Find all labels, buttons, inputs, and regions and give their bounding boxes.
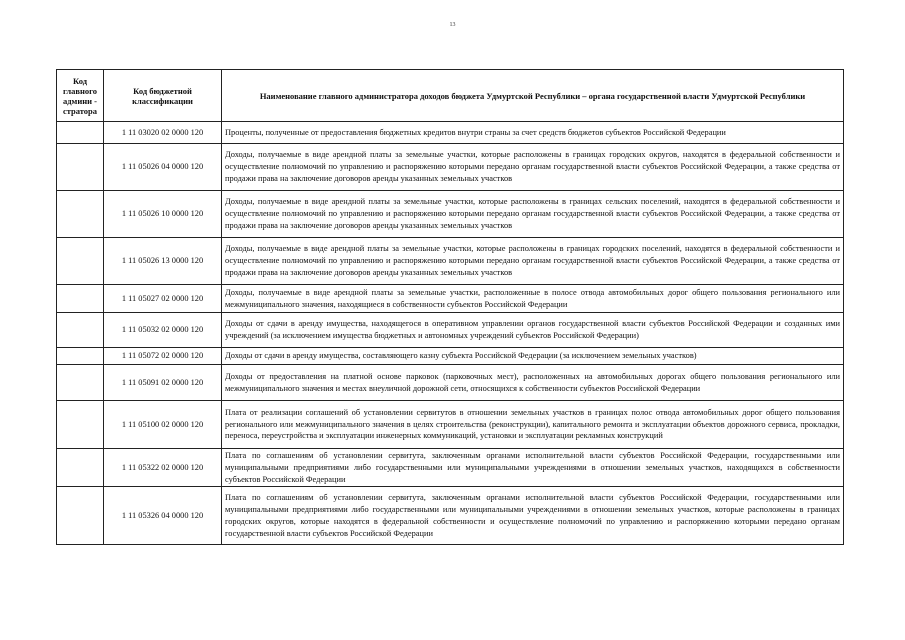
table-row bbox=[57, 365, 844, 401]
table-header-row bbox=[57, 70, 844, 122]
budget-code-cell: 1 11 05100 02 0000 120 bbox=[104, 401, 222, 449]
admin-code-cell bbox=[57, 449, 104, 487]
table-row bbox=[57, 144, 844, 191]
admin-code-cell bbox=[57, 365, 104, 401]
revenue-name-cell: Доходы, получаемые в виде арендной платы за земельные участки, которые расположены в границах городских поселений, находятся в федеральной собственности и осуществление полномочий по управлению и распоряжению которыми передано органам государственной власти субъектов Российской Федерации, а также средства от продажи права на заключение договоров аренды указанных земельных участков bbox=[222, 238, 844, 285]
revenue-name-cell: Доходы, получаемые в виде арендной платы за земельные участки, расположенные в полосе отвода автомобильных дорог общего пользования регионального или межмуниципального значения, находящиеся в собственности субъектов Российской Федерации bbox=[222, 285, 844, 313]
revenue-name-cell: Доходы от предоставления на платной основе парковок (парковочных мест), расположенных на автомобильных дорогах общего пользования регионального или межмуниципального значения и местах внеуличной дорожной сети, относящихся к собственности субъектов Российской Федерации bbox=[222, 365, 844, 401]
table-row bbox=[57, 238, 844, 285]
admin-code-cell bbox=[57, 238, 104, 285]
revenue-name-cell: Плата по соглашениям об установлении сервитута, заключенным органами исполнительной власти субъектов Российской Федерации, государственными или муниципальными предприятиями либо государственными или муниципальными учреждениями в отношении земельных участков, которые расположены в границах городских округов, которые находятся в федеральной собственности и осуществление полномочий по управлению и распоряжению которыми передано органам государственной власти субъектов Российской Федерации bbox=[222, 487, 844, 545]
revenue-name-cell: Доходы, получаемые в виде арендной платы за земельные участки, которые расположены в границах городских округов, находятся в федеральной собственности и осуществление полномочий по управлению и распоряжению которыми передано органам государственной власти субъектов Российской Федерации, а также средства от продажи права на заключение договоров аренды указанных земельных участков bbox=[222, 144, 844, 191]
budget-code-cell: 1 11 05027 02 0000 120 bbox=[104, 285, 222, 313]
budget-revenue-table bbox=[56, 69, 844, 545]
table-row bbox=[57, 285, 844, 313]
revenue-name-cell: Проценты, полученные от предоставления бюджетных кредитов внутри страны за счет средств бюджетов субъектов Российской Федерации bbox=[222, 122, 844, 144]
admin-code-cell bbox=[57, 313, 104, 348]
budget-code-cell: 1 11 05072 02 0000 120 bbox=[104, 348, 222, 365]
budget-code-cell: 1 11 05326 04 0000 120 bbox=[104, 487, 222, 545]
admin-code-cell bbox=[57, 191, 104, 238]
admin-code-cell bbox=[57, 348, 104, 365]
revenue-name-cell: Доходы от сдачи в аренду имущества, находящегося в оперативном управлении органов государственной власти субъектов Российской Федерации и созданных ими учреждений (за исключением имущества бюджетных и автономных учреждений субъектов Российской Федерации) bbox=[222, 313, 844, 348]
revenue-name-cell: Плата по соглашениям об установлении сервитута, заключенным органами исполнительной власти субъектов Российской Федерации, государственными или муниципальными предприятиями либо государственными или муниципальными учреждениями в отношении земельных участков, находящихся в собственности субъектов Российской Федерации bbox=[222, 449, 844, 487]
budget-code-cell: 1 11 03020 02 0000 120 bbox=[104, 122, 222, 144]
header-admin-code: Код главного админи - стратора bbox=[57, 70, 104, 122]
budget-code-cell: 1 11 05026 10 0000 120 bbox=[104, 191, 222, 238]
budget-code-cell: 1 11 05091 02 0000 120 bbox=[104, 365, 222, 401]
revenue-name-cell: Доходы от сдачи в аренду имущества, составляющего казну субъекта Российской Федерации (за исключением земельных участков) bbox=[222, 348, 844, 365]
table-row bbox=[57, 401, 844, 449]
header-name: Наименование главного администратора доходов бюджета Удмуртской Республики – органа государственной власти Удмуртской Республики bbox=[222, 70, 844, 122]
budget-code-cell: 1 11 05026 04 0000 120 bbox=[104, 144, 222, 191]
admin-code-cell bbox=[57, 122, 104, 144]
table-row bbox=[57, 191, 844, 238]
table-row bbox=[57, 348, 844, 365]
admin-code-cell bbox=[57, 401, 104, 449]
table-row bbox=[57, 122, 844, 144]
revenue-name-cell: Доходы, получаемые в виде арендной платы за земельные участки, которые расположены в границах сельских поселений, находятся в федеральной собственности и осуществление полномочий по управлению и распоряжению которыми передано органам государственной власти субъектов Российской Федерации, а также средства от продажи права на заключение договоров аренды указанных земельных участков bbox=[222, 191, 844, 238]
table-row bbox=[57, 313, 844, 348]
budget-code-cell: 1 11 05322 02 0000 120 bbox=[104, 449, 222, 487]
budget-code-cell: 1 11 05026 13 0000 120 bbox=[104, 238, 222, 285]
revenue-name-cell: Плата от реализации соглашений об установлении сервитутов в отношении земельных участков в границах полос отвода автомобильных дорог общего пользования регионального или межмуниципального значения в целях строительства (реконструкции), капитального ремонта и эксплуатации объектов дорожного сервиса, прокладки, переноса, переустройства и эксплуатации инженерных коммуникаций, установки и эксплуатации рекламных конструкций bbox=[222, 401, 844, 449]
table-row bbox=[57, 487, 844, 545]
page-number: 13 bbox=[449, 22, 456, 28]
admin-code-cell bbox=[57, 487, 104, 545]
admin-code-cell bbox=[57, 144, 104, 191]
budget-code-cell: 1 11 05032 02 0000 120 bbox=[104, 313, 222, 348]
admin-code-cell bbox=[57, 285, 104, 313]
header-budget-code: Код бюджетной классификации bbox=[104, 70, 222, 122]
table-row bbox=[57, 449, 844, 487]
